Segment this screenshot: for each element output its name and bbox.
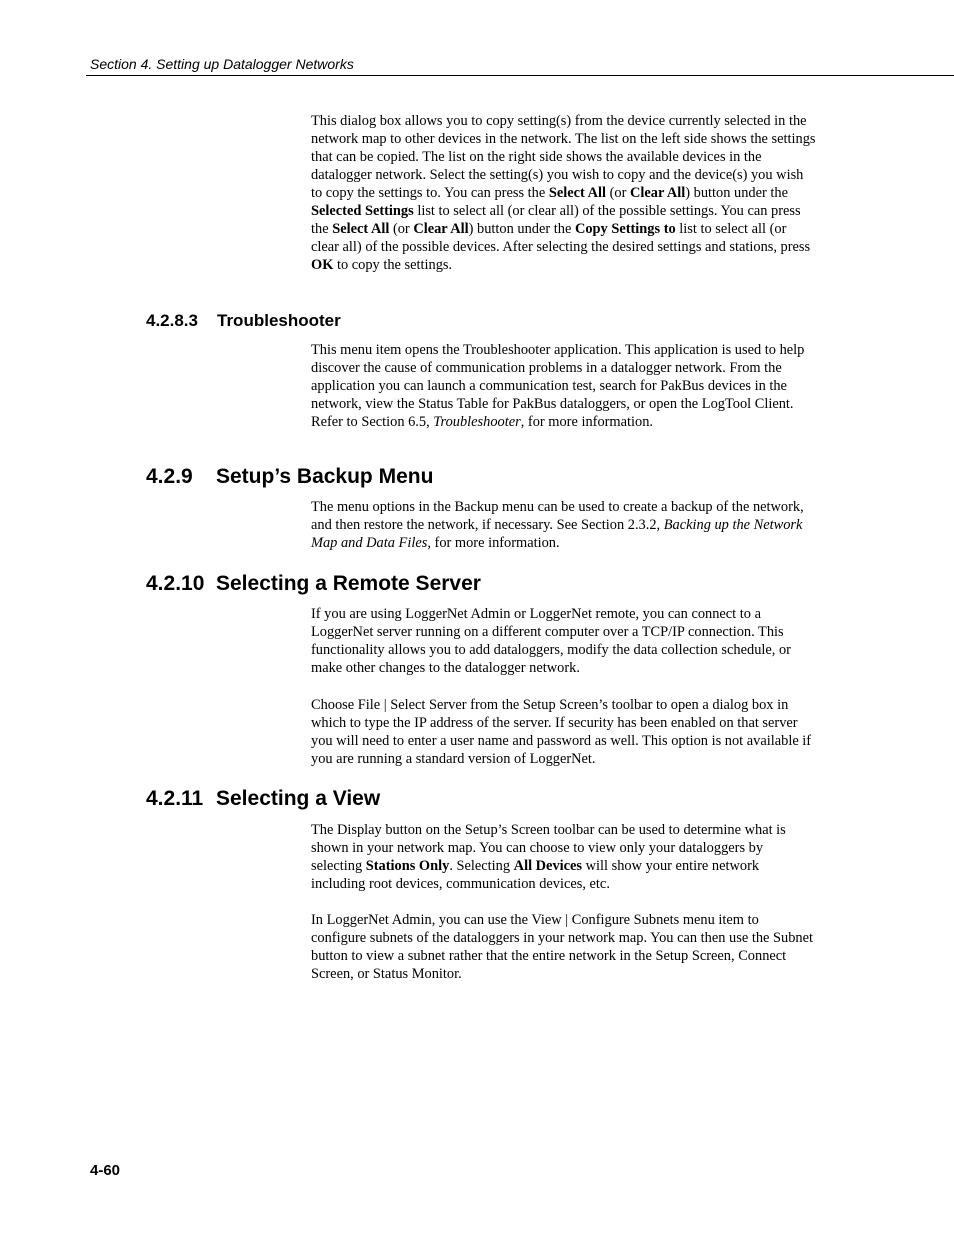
text: The Display button on the Setup’s Screen toolbar can be used to determine what is shown in your network map. You can choose to view only your dataloggers by selecting: [311, 822, 786, 874]
selecting-view-paragraph-1: [311, 821, 816, 893]
heading-remote-server: [146, 571, 481, 597]
backup-paragraph: [311, 498, 816, 552]
italic-reference: Troubleshooter: [433, 414, 521, 430]
text: . Selecting: [449, 858, 514, 874]
header-rule: [86, 75, 954, 76]
remote-server-paragraph-2: Choose File | Select Server from the Setup Screen’s toolbar to open a dialog box in which to type the IP address of the server. If security has been enabled on that server you will need to enter a user name and password as well. This option is not available if you are running a standard version of LoggerNet.: [311, 697, 812, 767]
bold-ok: OK: [311, 257, 334, 273]
bold-select-all: Select All: [548, 185, 606, 201]
selecting-view-paragraph-2: In LoggerNet Admin, you can use the View | Configure Subnets menu item to configure subnets of the dataloggers in your network map. You can then use the Subnet button to view a subnet rather that the entire network in the Setup Screen, Connect Screen, or Status Monitor.: [311, 912, 813, 982]
italic-reference: Backing up the Network Map and Data Files: [311, 517, 803, 551]
bold-selected-settings: Selected Settings: [311, 203, 414, 219]
intro-paragraph: [311, 112, 816, 274]
text: to copy the settings.: [333, 257, 453, 273]
heading-troubleshooter: [146, 310, 341, 332]
bold-select-all: Select All: [332, 221, 390, 237]
heading-selecting-view: [146, 786, 380, 812]
bold-copy-settings-to: Copy Settings to: [574, 221, 676, 237]
text: This menu item opens the Troubleshooter application. This application is used to help discover the cause of communication problems in a datalogger network. From the application you can launch a communication test, search for PakBus devices in the network, view the Status Table for PakBus dataloggers, or open the LogTool Client. Refer to Section 6.5,: [311, 342, 805, 430]
section-number: 4.2.10: [146, 572, 205, 595]
text: list to select all (or clear all) of the possible settings. You can press the: [311, 203, 801, 237]
text: ) button under the: [685, 185, 788, 201]
section-number: 4.2.8.3: [146, 311, 198, 330]
text: (or: [605, 185, 630, 201]
section-title: Setup’s Backup Menu: [216, 465, 434, 488]
text: list to select all (or clear all) of the possible devices. After selecting the desired settings and stations, press: [311, 221, 811, 255]
text: (or: [389, 221, 414, 237]
text: will show your entire network including root devices, communication devices, etc.: [311, 858, 760, 892]
text: , for more information.: [520, 414, 653, 430]
section-title: Selecting a View: [216, 787, 381, 810]
section-number: 4.2.9: [146, 465, 193, 488]
section-number: 4.2.11: [146, 787, 204, 810]
text: This dialog box allows you to copy setting(s) from the device currently selected in the network map to other devices in the network. The list on the left side shows the settings that can be copied. The list on the right side shows the available devices in the datalogger network. Select the setting(s) you wish to copy and the device(s) you wish to copy the settings to. You can press the: [311, 113, 816, 201]
section-title: Troubleshooter: [217, 311, 341, 330]
remote-server-paragraph-1: If you are using LoggerNet Admin or LoggerNet remote, you can connect to a LoggerNet server running on a different computer over a TCP/IP connection. This functionality allows you to add dataloggers, modify the data collection schedule, or make other changes to the datalogger network.: [311, 606, 791, 676]
page-number: 4-60: [90, 1162, 121, 1179]
running-header: Section 4. Setting up Datalogger Networks: [90, 56, 354, 72]
troubleshooter-paragraph: [311, 341, 816, 431]
bold-clear-all: Clear All: [413, 221, 469, 237]
text: The menu options in the Backup menu can be used to create a backup of the network, and then restore the network, if necessary. See Section 2.3.2,: [311, 499, 804, 533]
text: ) button under the: [468, 221, 575, 237]
bold-stations-only: Stations Only: [365, 858, 450, 874]
bold-all-devices: All Devices: [513, 858, 583, 874]
text: , for more information.: [427, 535, 560, 551]
section-title: Selecting a Remote Server: [216, 572, 481, 595]
bold-clear-all: Clear All: [629, 185, 686, 201]
heading-backup-menu: [146, 464, 433, 490]
